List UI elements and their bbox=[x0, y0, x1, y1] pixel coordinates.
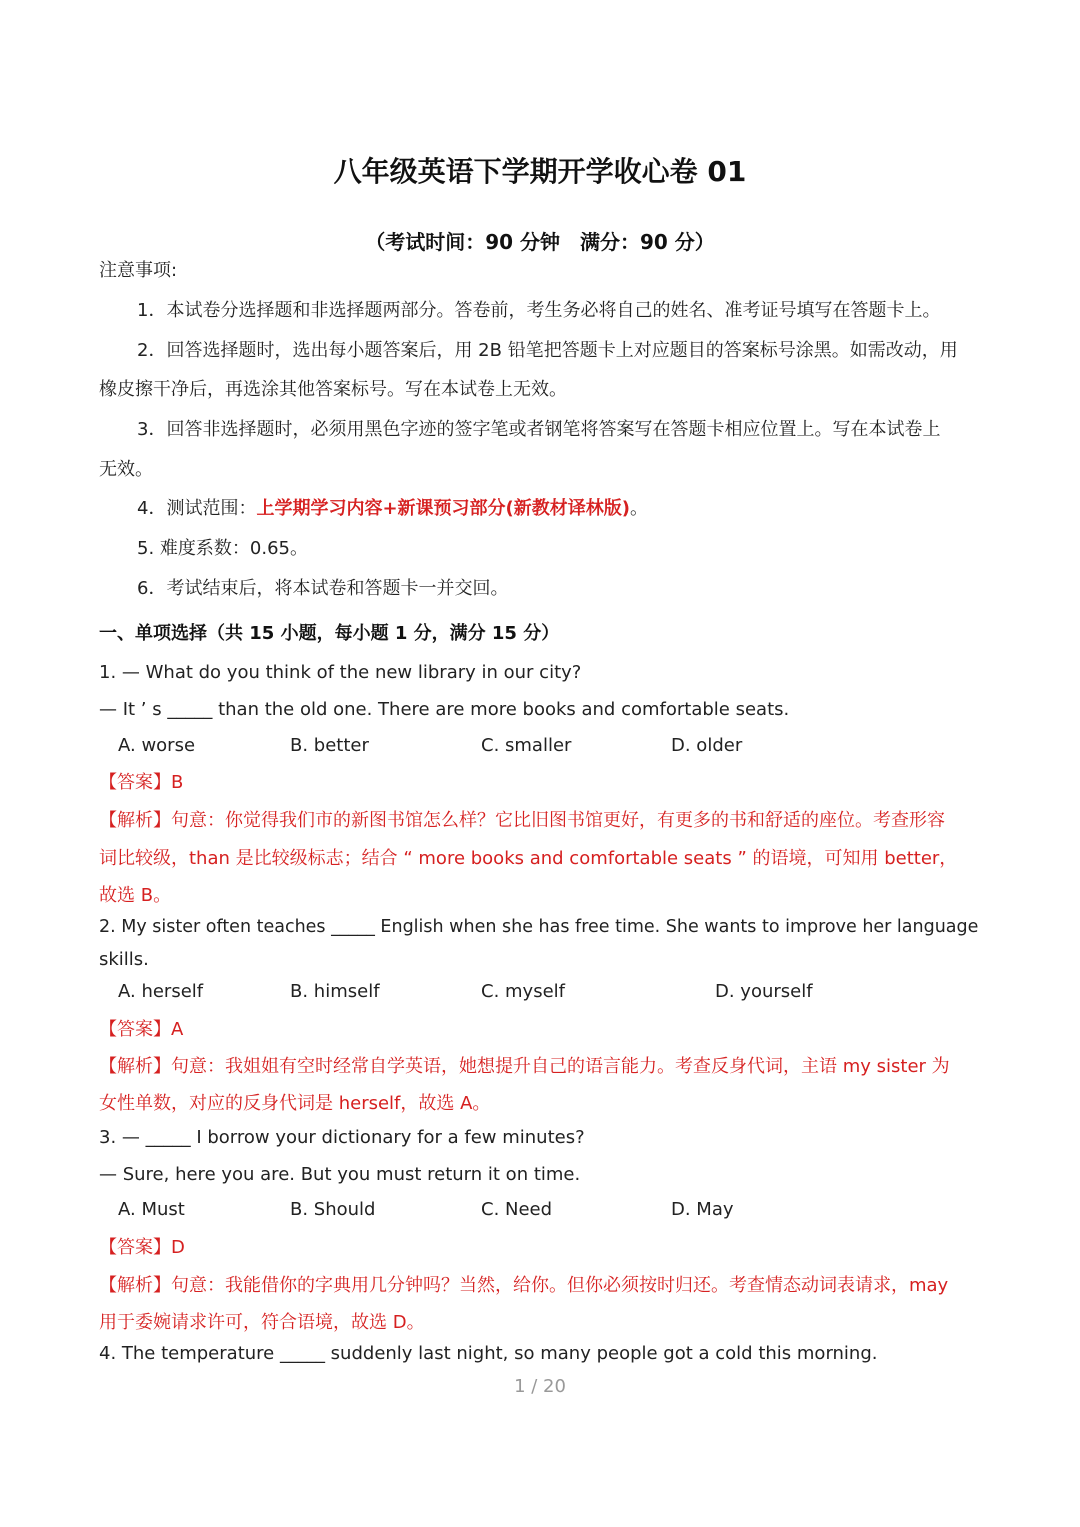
question-1-line-1: 1. — What do you think of the new library in our city? bbox=[99, 662, 582, 683]
q1-option-a: A. worse bbox=[118, 735, 196, 756]
section-heading: 一、单项选择（共 15 小题，每小题 1 分，满分 15 分） bbox=[99, 623, 560, 644]
note-3a: 3．回答非选择题时，必须用黑色字迹的签字笔或者钢笔将答案写在答题卡相应位置上。写在本试卷上 bbox=[137, 419, 941, 440]
question-2-line-2: skills. bbox=[99, 949, 149, 970]
q1-explanation-2: 词比较级，than 是比较级标志；结合 “ more books and comfortable seats ” 的语境，可知用 better， bbox=[99, 848, 958, 869]
note-6: 6．考试结束后，将本试卷和答题卡一并交回。 bbox=[137, 578, 509, 599]
q2-option-c: C. myself bbox=[481, 981, 565, 1002]
q1-explanation-1: 【解析】句意：你觉得我们市的新图书馆怎么样？它比旧图书馆更好，有更多的书和舒适的座位。考查形容 bbox=[99, 810, 945, 831]
question-3-line-2: — Sure, here you are. But you must return it on time. bbox=[99, 1164, 581, 1185]
q2-option-a: A. herself bbox=[118, 981, 204, 1002]
note-4 bbox=[137, 494, 648, 520]
note-4-suffix: 。 bbox=[630, 498, 648, 519]
question-4-line-1: 4. The temperature _____ suddenly last night, so many people got a cold this morning. bbox=[99, 1343, 878, 1364]
q1-option-d: D. older bbox=[671, 735, 743, 756]
q3-explanation-1: 【解析】句意：我能借你的字典用几分钟吗？当然，给你。但你必须按时归还。考查情态动词表请求，may bbox=[99, 1275, 949, 1296]
q2-answer: 【答案】A bbox=[99, 1019, 184, 1040]
note-2b: 橡皮擦干净后，再选涂其他答案标号。写在本试卷上无效。 bbox=[99, 379, 567, 400]
q2-explanation-2: 女性单数，对应的反身代词是 herself，故选 A。 bbox=[99, 1093, 491, 1114]
note-3b: 无效。 bbox=[99, 459, 153, 480]
note-1: 1．本试卷分选择题和非选择题两部分。答卷前，考生务必将自己的姓名、准考证号填写在答题卡上。 bbox=[137, 300, 941, 321]
q3-option-b: B. Should bbox=[290, 1199, 376, 1220]
note-5: 5. 难度系数：0.65。 bbox=[137, 538, 308, 559]
q3-explanation-2: 用于委婉请求许可，符合语境，故选 D。 bbox=[99, 1312, 425, 1333]
q1-answer: 【答案】B bbox=[99, 772, 184, 793]
q3-option-d: D. May bbox=[671, 1199, 734, 1220]
q1-option-b: B. better bbox=[290, 735, 369, 756]
test-scope: 上学期学习内容+新课预习部分(新教材译林版) bbox=[256, 498, 630, 519]
q1-explanation-3: 故选 B。 bbox=[99, 885, 172, 906]
q2-option-b: B. himself bbox=[290, 981, 380, 1002]
question-3-line-1: 3. — _____ I borrow your dictionary for a few minutes? bbox=[99, 1127, 585, 1148]
q2-option-d: D. yourself bbox=[715, 981, 813, 1002]
q2-explanation-1: 【解析】句意：我姐姐有空时经常自学英语，她想提升自己的语言能力。考查反身代词，主语 my sister 为 bbox=[99, 1056, 950, 1077]
exam-info: （考试时间：90 分钟 满分：90 分） bbox=[365, 230, 715, 254]
q3-answer: 【答案】D bbox=[99, 1237, 185, 1258]
page-number: 1 / 20 bbox=[514, 1376, 566, 1397]
q3-option-c: C. Need bbox=[481, 1199, 553, 1220]
q3-option-a: A. Must bbox=[118, 1199, 185, 1220]
note-2a: 2．回答选择题时，选出每小题答案后，用 2B 铅笔把答题卡上对应题目的答案标号涂黑。如需改动，用 bbox=[137, 340, 958, 361]
q1-option-c: C. smaller bbox=[481, 735, 572, 756]
page-title: 八年级英语下学期开学收心卷 01 bbox=[333, 155, 747, 188]
note-4-prefix: 4．测试范围： bbox=[137, 498, 257, 519]
question-1-line-2: — It ’ s _____ than the old one. There are more books and comfortable seats. bbox=[99, 699, 790, 720]
notes-heading: 注意事项: bbox=[99, 260, 178, 281]
question-2-line-1: 2. My sister often teaches _____ English when she has free time. She wants to improve her language bbox=[99, 917, 979, 937]
